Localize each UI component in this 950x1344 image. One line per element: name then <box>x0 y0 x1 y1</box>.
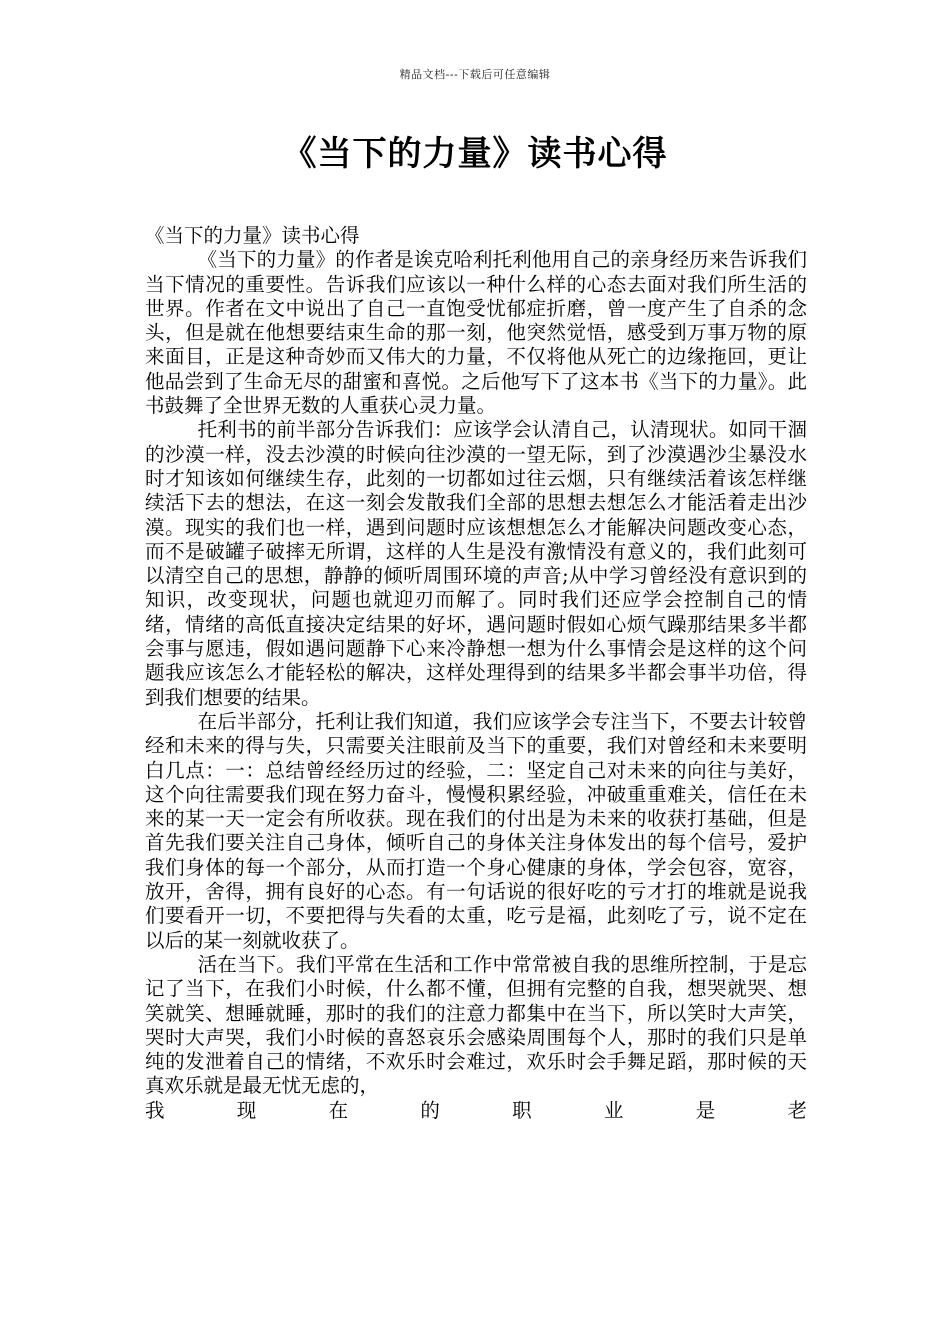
last-line-char: 的 <box>420 1098 440 1122</box>
last-line-char: 现 <box>236 1098 257 1122</box>
document-subtitle: 《当下的力量》读书心得 <box>145 224 360 247</box>
justified-last-line <box>145 1099 807 1123</box>
last-line-char: 是 <box>695 1098 716 1122</box>
last-line-char: 职 <box>512 1098 532 1122</box>
header-note: 精品文档---下载后可任意编辑 <box>399 68 551 81</box>
document-title: 《当下的力量》读书心得 <box>282 134 668 174</box>
last-line-char: 业 <box>603 1098 624 1122</box>
document-body <box>145 224 807 1123</box>
paragraph-live-in-present: 活在当下。我们平常在生活和工作中常常被自我的思维所控制，于是忘记了当下，在我们小时候，什么都不懂，但拥有完整的自我，想哭就哭、想笑就笑、想睡就睡，那时的我们的注意力都集中在当下，所以笑时大声笑，哭时大声哭，我们小时候的喜怒哀乐会感染周围每个人，那时的我们只是单纯的发泄着自己的情绪，不欢乐时会难过，欢乐时会手舞足蹈，那时候的天真欢乐就是最无忧无虑的， <box>145 952 807 1098</box>
last-line-char: 在 <box>328 1098 349 1122</box>
paragraph-first-half: 托利书的前半部分告诉我们：应该学会认清自己，认清现状。如同干涸的沙漠一样，没去沙漠的时候向往沙漠的一望无际，到了沙漠遇沙尘暴没水时才知该如何继续生存，此刻的一切都如过往云烟，只有继续活着该怎样继续活下去的想法，在这一刻会发散我们全部的思想去想怎么才能活着走出沙漠。现实的我们也一样，遇到问题时应该想想怎么才能解决问题改变心态，而不是破罐子破摔无所谓，这样的人生是没有激情没有意义的，我们此刻可以清空自己的思想，静静的倾听周围环境的声音;从中学习曾经没有意识到的知识，改变现状，问题也就迎刃而解了。同时我们还应学会控制自己的情绪，情绪的高低直接决定结果的好坏，遇问题时假如心烦气躁那结果多半都会事与愿违，假如遇问题静下心来冷静想一想为什么事情会是这样的这个问题我应该怎么才能轻松的解决，这样处理得到的结果多半都会事半功倍，得到我们想要的结果。 <box>145 418 807 709</box>
last-line-char: 我 <box>145 1098 165 1122</box>
paragraph-second-half: 在后半部分，托利让我们知道，我们应该学会专注当下，不要去计较曾经和未来的得与失，只需要关注眼前及当下的重要，我们对曾经和未来要明白几点：一：总结曾经经历过的经验，二：坚定自己对未来的向往与美好，这个向往需要我们现在努力奋斗，慢慢积累经验，冲破重重难关，信任在未来的某一天一定会有所收获。现在我们的付出是为未来的收获打基础，但是首先我们要关注自己身体，倾听自己的身体关注身体发出的每个信号，爱护我们身体的每一个部分，从而打造一个身心健康的身体，学会包容，宽容，放开，舍得，拥有良好的心态。有一句话说的很好吃的亏才打的堆就是说我们要看开一切，不要把得与失看的太重，吃亏是福，此刻吃了亏，说不定在以后的某一刻就收获了。 <box>145 709 807 952</box>
paragraph-intro: 《当下的力量》的作者是诶克哈利托利他用自己的亲身经历来告诉我们当下情况的重要性。告诉我们应该以一种什么样的心态去面对我们所生活的世界。作者在文中说出了自己一直饱受忧郁症折磨，曾一度产生了自杀的念头，但是就在他想要结束生命的那一刻，他突然觉悟，感受到万事万物的原来面目，正是这种奇妙而又伟大的力量，不仅将他从死亡的边缘拖回，更让他品尝到了生命无尽的甜蜜和喜悦。之后他写下了这本书《当下的力量》。此书鼓舞了全世界无数的人重获心灵力量。 <box>145 248 807 418</box>
last-line-char: 老 <box>787 1098 807 1122</box>
